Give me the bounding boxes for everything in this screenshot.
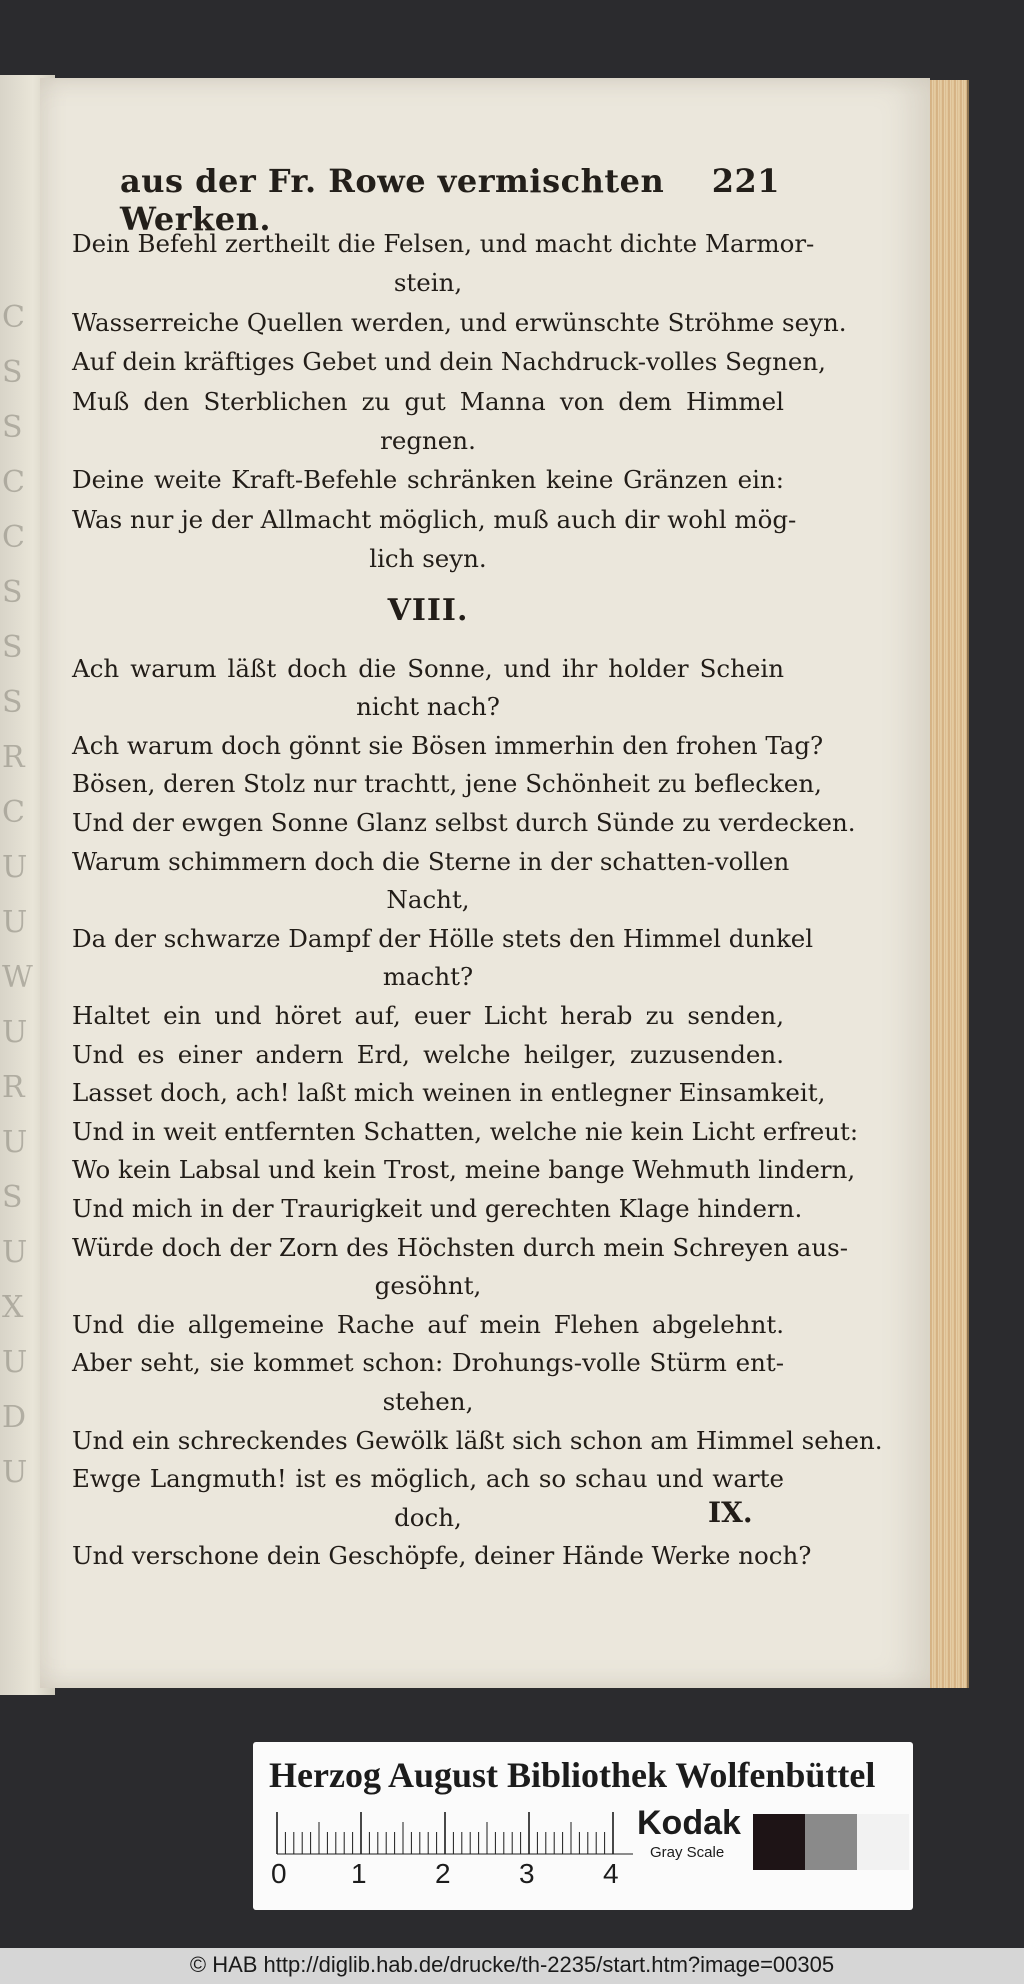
- poem-line-continuation: macht?: [382, 962, 474, 992]
- facing-page-letter: S: [2, 1180, 23, 1215]
- poem-line-continuation: Nacht,: [386, 885, 470, 915]
- facing-page-letter: U: [2, 1015, 28, 1050]
- ruler-number: 2: [435, 1858, 451, 1889]
- poem-line: Und die allgemeine Rache auf mein Flehen abgelehnt.: [72, 1309, 784, 1339]
- poem-line: Und ein schreckendes Gewölk läßt sich schon am Himmel sehen.: [72, 1425, 883, 1455]
- poem-line-continuation: gesöhnt,: [374, 1271, 482, 1301]
- ruler-number: 0: [271, 1858, 287, 1889]
- facing-page-letter: U: [2, 1125, 28, 1160]
- poem-line-continuation: regnen.: [380, 426, 476, 455]
- color-reference-card: [253, 1742, 913, 1910]
- running-head: [120, 158, 780, 238]
- poem-line: Bösen, deren Stolz nur trachtt, jene Schönheit zu beflecken,: [72, 769, 822, 799]
- poem-line: Da der schwarze Dampf der Hölle stets den Himmel dunkel: [72, 923, 814, 953]
- facing-page-letter: R: [2, 740, 25, 775]
- footer-bar: [0, 1948, 1024, 1984]
- scale-ruler: [273, 1808, 673, 1904]
- poem-line: Würde doch der Zorn des Höchsten durch mein Schreyen aus-: [72, 1232, 848, 1262]
- poem-line-continuation: stehen,: [382, 1387, 474, 1416]
- facing-page-letter: W: [2, 960, 33, 995]
- poem-line: Ach warum läßt doch die Sonne, und ihr holder Schein: [72, 653, 784, 683]
- facing-page-letter: S: [2, 355, 23, 390]
- poem-line: Ach warum doch gönnt sie Bösen immerhin den frohen Tag?: [72, 730, 824, 760]
- swatch-light: [857, 1814, 909, 1870]
- facing-page-letter: U: [2, 1455, 28, 1490]
- poem-line: Lasset doch, ach! laßt mich weinen in entlegner Einsamkeit,: [72, 1078, 826, 1108]
- poem-line: Und der ewgen Sonne Glanz selbst durch Sünde zu verdecken.: [72, 808, 856, 837]
- ruler-ticks: [273, 1808, 673, 1858]
- poem-line: Muß den Sterblichen zu gut Manna von dem Himmel: [72, 386, 784, 416]
- poem-line: Und verschone dein Geschöpfe, deiner Hände Werke noch?: [72, 1541, 812, 1571]
- facing-page-letter: C: [2, 795, 25, 830]
- kodak-logo: Kodak: [637, 1804, 741, 1842]
- poem-line: Haltet ein und höret auf, euer Licht herab zu senden,: [72, 1001, 784, 1030]
- poem-line: Und in weit entfernten Schatten, welche nie kein Licht erfreut:: [72, 1116, 859, 1146]
- ruler-number: 3: [519, 1858, 535, 1889]
- poem-line-continuation: nicht nach?: [356, 692, 500, 722]
- facing-page-letter: C: [2, 300, 25, 335]
- facing-page-letters: [2, 300, 32, 1530]
- facing-page-letter: S: [2, 630, 23, 665]
- running-head-title: aus der Fr. Rowe vermischten Werken.: [120, 162, 665, 238]
- page-number: 221: [711, 162, 780, 200]
- poem-line-continuation: stein,: [393, 268, 463, 298]
- poem-line: Deine weite Kraft-Befehle schränken keine Gränzen ein:: [72, 465, 784, 495]
- gray-scale-label: Gray Scale: [650, 1844, 725, 1861]
- facing-page-letter: C: [2, 520, 25, 555]
- facing-page-letter: C: [2, 465, 25, 500]
- poem-line: Wo kein Labsal und kein Trost, meine bange Wehmuth lindern,: [72, 1155, 856, 1185]
- poem-line: Wasserreiche Quellen werden, und erwünschte Ströhme seyn.: [72, 307, 847, 337]
- facing-page-letter: S: [2, 410, 23, 445]
- copyright-url: © HAB http://diglib.hab.de/drucke/th-2235/start.htm?image=00305: [189, 1952, 835, 1977]
- facing-page-letter: U: [2, 1345, 28, 1380]
- poem-line-continuation: doch,: [394, 1502, 462, 1532]
- ruler-number: 1: [351, 1858, 367, 1889]
- poem-line: Dein Befehl zertheilt die Felsen, und macht dichte Marmor-: [72, 229, 815, 258]
- library-name: Herzog August Bibliothek Wolfenbüttel: [269, 1755, 876, 1795]
- poem-line: Ewge Langmuth! ist es möglich, ach so schau und warte: [72, 1464, 784, 1494]
- facing-page-letter: R: [2, 1070, 25, 1105]
- poem-line: Auf dein kräftiges Gebet und dein Nachdruck-volles Segnen,: [72, 347, 826, 377]
- swatch-dark: [753, 1814, 805, 1870]
- facing-page-letter: X: [2, 1290, 24, 1325]
- poem-line: Aber seht, sie kommet schon: Drohungs-volle Stürm ent-: [72, 1348, 784, 1378]
- poem-line: Warum schimmern doch die Sterne in der schatten-vollen: [72, 846, 790, 876]
- ruler-number: 4: [603, 1858, 619, 1889]
- facing-page-letter: S: [2, 685, 23, 720]
- section-heading: VIII.: [387, 592, 469, 628]
- poem-line: Und mich in der Traurigkeit und gerechten Klage hindern.: [72, 1194, 803, 1223]
- facing-page-letter: U: [2, 905, 28, 940]
- facing-page-letter: D: [2, 1400, 27, 1435]
- catchword: IX.: [708, 1496, 753, 1529]
- facing-page-letter: U: [2, 1235, 28, 1270]
- poem-line-continuation: lich seyn.: [369, 544, 487, 574]
- facing-page-letter: S: [2, 575, 23, 610]
- swatch-mid: [805, 1814, 857, 1870]
- poem-line: Und es einer andern Erd, welche heilger, zuzusenden.: [72, 1039, 784, 1069]
- facing-page-letter: U: [2, 850, 28, 885]
- poem-line: Was nur je der Allmacht möglich, muß auch dir wohl mög-: [72, 504, 797, 534]
